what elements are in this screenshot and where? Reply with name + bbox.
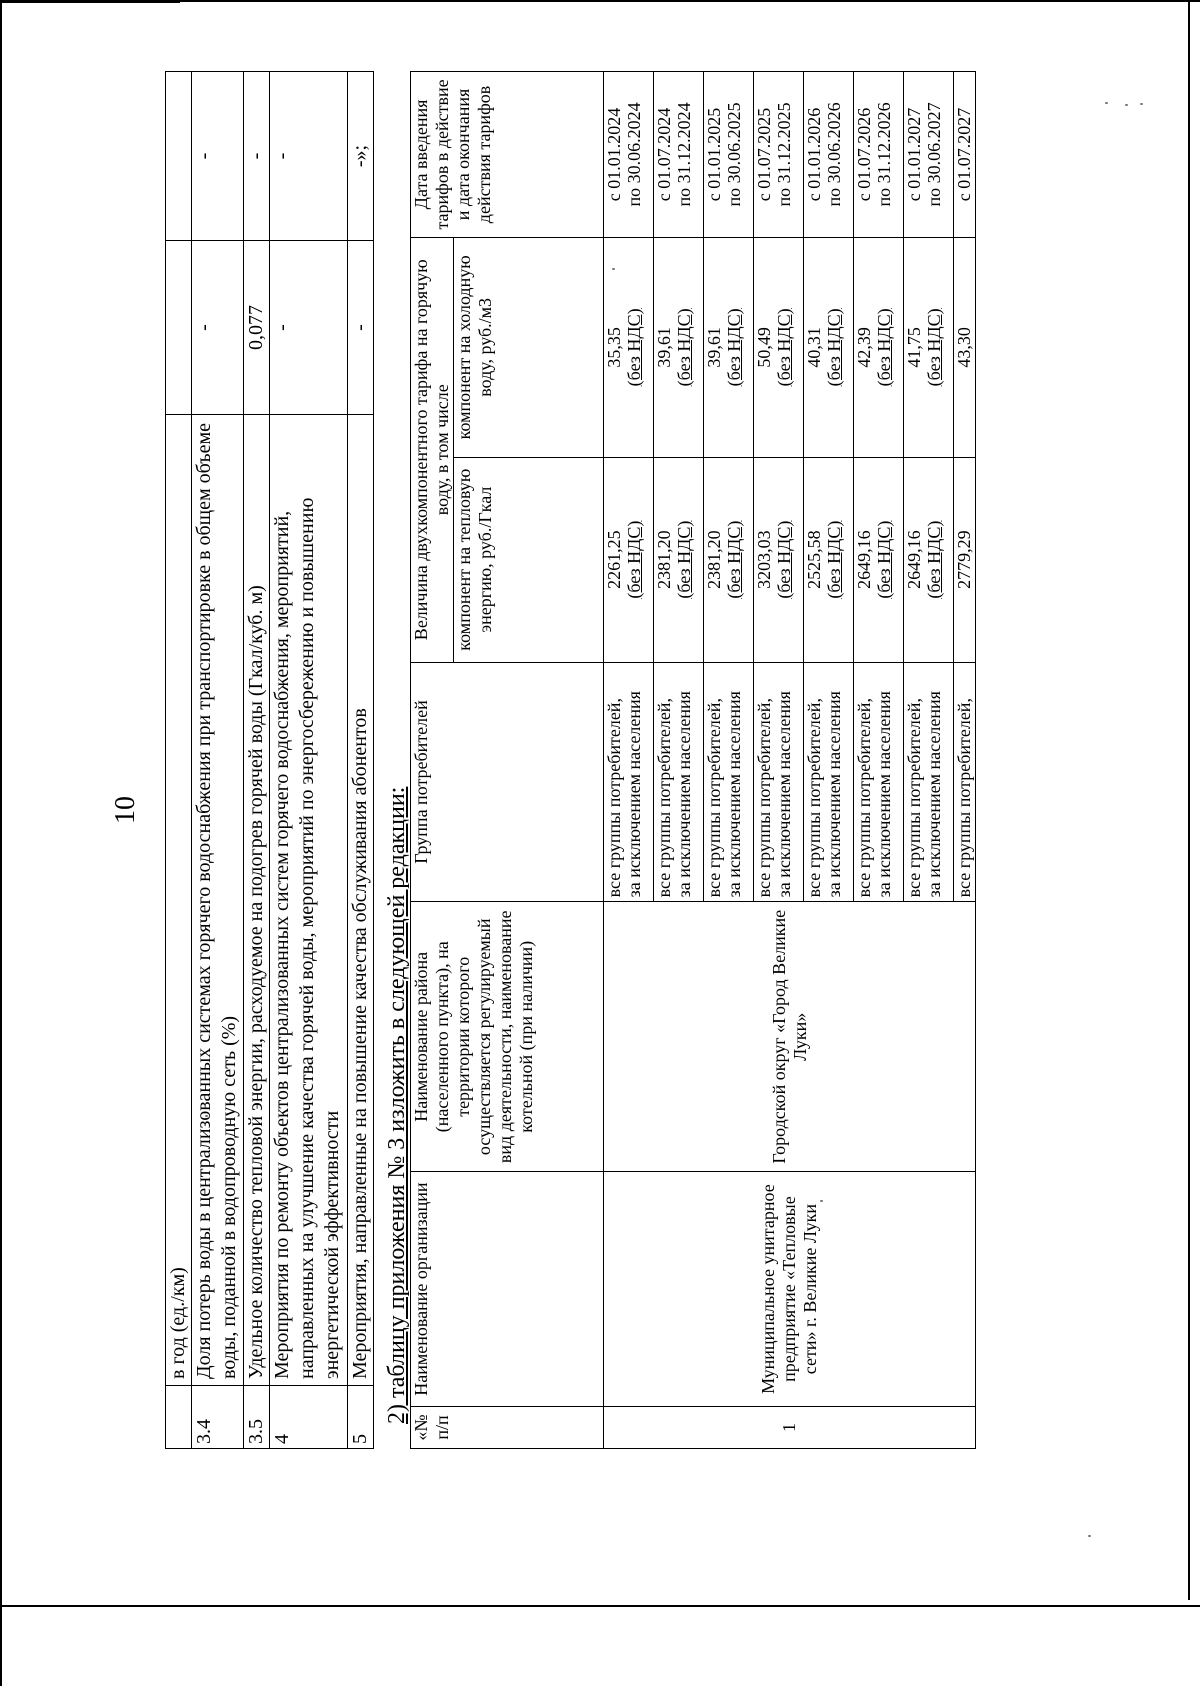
- heat-tariff: [654, 457, 704, 662]
- cold-tariff: [804, 237, 854, 457]
- cold-tariff: [604, 237, 654, 457]
- cold-tariff: [704, 237, 754, 457]
- cold-tariff-line: 39,61: [654, 327, 674, 368]
- consumer-group-line: все группы потребителей,: [804, 698, 824, 898]
- indicators-table: [165, 71, 374, 1449]
- date-from: [954, 72, 976, 238]
- consumer-group-line: все группы потребителей,: [954, 698, 974, 898]
- cold-tariff-note-line: (без НДС): [824, 308, 844, 387]
- date-from-line: с 01.01.2025: [704, 107, 724, 202]
- indicator-row: [348, 72, 374, 1449]
- caption-text: 2) таблицу приложения № 3 изложить в следующей редакции:: [384, 786, 410, 1424]
- cold-tariff: [854, 237, 904, 457]
- indicator-value: -: [192, 241, 244, 415]
- indicator-num: 3.4: [192, 1386, 244, 1449]
- heat-tariff-note-line: (без НДС): [624, 520, 644, 599]
- cold-tariff-note-line: (без НДС): [674, 308, 694, 387]
- heat-tariff-note-line: (без НДС): [924, 520, 944, 599]
- consumer-group-note-line: за исключением населения: [624, 691, 644, 898]
- heat-tariff-line: 2381,20: [654, 530, 674, 589]
- consumer-group-note-line: за исключением населения: [724, 691, 744, 898]
- cold-tariff-line: 39,61: [704, 327, 724, 368]
- date-from-line: с 01.07.2024: [654, 107, 674, 202]
- cold-tariff-line: 35,35: [604, 327, 624, 368]
- consumer-group-line: все группы потребителей,: [604, 698, 624, 898]
- date-to-line: по 31.12.2024: [674, 102, 694, 207]
- date-to-line: по 30.06.2026: [824, 102, 844, 207]
- heat-tariff-line: 2779,29: [954, 530, 974, 589]
- indicator-name: Доля потерь воды в централизованных системах горячего водоснабжения при транспортировке в общем объеме воды, поданной в водопроводную сеть (%): [192, 415, 244, 1386]
- indicator-name: в год (ед./км): [166, 415, 192, 1386]
- date-from-line: с 01.01.2026: [804, 107, 824, 202]
- heat-tariff: [954, 457, 976, 662]
- indicator-name: Мероприятия по ремонту объектов централизованных систем горячего водоснабжения, мероприятий, направленных на улучшение качества горячей воды, мероприятий по энергосбережению и повышению энергетической эффективности: [270, 415, 348, 1386]
- consumer-group-line: все группы потребителей,: [704, 698, 724, 898]
- tariffs-table-body: [604, 72, 976, 1449]
- table-caption: [384, 787, 411, 1424]
- header-consumer-group: Группа потребителей: [411, 662, 604, 902]
- cold-tariff: [954, 237, 976, 457]
- date-to-line: по 31.12.2026: [874, 102, 894, 207]
- consumer-group: [654, 662, 704, 902]
- district-name: Городской округ «Город Великие Луки»: [604, 902, 976, 1172]
- consumer-group-note-line: за исключением населения: [924, 691, 944, 898]
- heat-tariff: [854, 457, 904, 662]
- indicator-extra: -»;: [348, 72, 374, 241]
- cold-tariff: [754, 237, 804, 457]
- heat-tariff-line: 2525,58: [804, 530, 824, 589]
- indicator-extra: -: [244, 72, 270, 241]
- header-organization: Наименование организации: [411, 1172, 604, 1407]
- consumer-group: [754, 662, 804, 902]
- date-from: [754, 72, 804, 238]
- header-district: Наименование района (населенного пункта), на территории которого осуществляется регулируемый вид деятельности, наименование котельной (при наличии): [411, 902, 604, 1172]
- indicator-value: -: [270, 241, 348, 415]
- cold-tariff-line: 50,49: [754, 327, 774, 368]
- heat-tariff-note-line: (без НДС): [824, 520, 844, 599]
- consumer-group-line: все группы потребителей,: [904, 698, 924, 898]
- indicators-table-body: [166, 72, 374, 1449]
- page-number: 10: [110, 796, 141, 824]
- heat-tariff-line: 2649,16: [854, 530, 874, 589]
- header-cold-component: компонент на холодную воду, руб./м3: [454, 237, 604, 457]
- date-from: [804, 72, 854, 238]
- heat-tariff-note-line: (без НДС): [674, 520, 694, 599]
- indicator-extra: [166, 72, 192, 241]
- consumer-group-note-line: за исключением населения: [674, 691, 694, 898]
- indicator-value: 0,077: [244, 241, 270, 415]
- consumer-group: [954, 662, 976, 902]
- date-to-line: по 30.06.2024: [624, 102, 644, 207]
- indicator-num: 5: [348, 1386, 374, 1449]
- indicator-row: [270, 72, 348, 1449]
- cold-tariff: [904, 237, 954, 457]
- date-from-line: с 01.07.2027: [954, 107, 974, 202]
- date-to-line: по 30.06.2027: [924, 102, 944, 207]
- consumer-group: [604, 662, 654, 902]
- row-number: 1: [604, 1407, 976, 1449]
- date-from-line: с 01.07.2025: [754, 107, 774, 202]
- consumer-group-note-line: за исключением населения: [824, 691, 844, 898]
- consumer-group-line: все группы потребителей,: [654, 698, 674, 898]
- organization-name: Муниципальное унитарное предприятие «Тепловые сети» г. Великие Луки: [604, 1172, 976, 1407]
- consumer-group: [704, 662, 754, 902]
- indicator-num: 3.5: [244, 1386, 270, 1449]
- heat-tariff-note-line: (без НДС): [724, 520, 744, 599]
- consumer-group-line: все группы потребителей,: [754, 698, 774, 898]
- date-from: [604, 72, 654, 238]
- indicator-name: Мероприятия, направленные на повышение качества обслуживания абонентов: [348, 415, 374, 1386]
- heat-tariff-line: 2261,25: [604, 530, 624, 589]
- heat-tariff: [604, 457, 654, 662]
- date-from: [854, 72, 904, 238]
- indicator-name: Удельное количество тепловой энергии, расходуемое на подогрев горячей воды (Гкал/куб. м): [244, 415, 270, 1386]
- cold-tariff-line: 40,31: [804, 327, 824, 368]
- heat-tariff-line: 3203,03: [754, 530, 774, 589]
- indicator-extra: -: [270, 72, 348, 241]
- indicator-row: [166, 72, 192, 1449]
- heat-tariff: [754, 457, 804, 662]
- indicator-row: [192, 72, 244, 1449]
- header-num: «№ п/п: [411, 1407, 604, 1449]
- date-from: [654, 72, 704, 238]
- date-from-line: с 01.01.2027: [904, 107, 924, 202]
- date-to-line: по 30.06.2025: [724, 102, 744, 207]
- indicator-value: -: [348, 241, 374, 415]
- indicator-num: 4: [270, 1386, 348, 1449]
- consumer-group-line: все группы потребителей,: [854, 698, 874, 898]
- heat-tariff: [804, 457, 854, 662]
- tariffs-table: [410, 71, 976, 1449]
- cold-tariff-note-line: (без НДС): [874, 308, 894, 387]
- heat-tariff-line: 2649,16: [904, 530, 924, 589]
- heat-tariff: [704, 457, 754, 662]
- header-dates: Дата введения тарифов в действие и дата окончания действия тарифов: [411, 72, 604, 238]
- cold-tariff: [654, 237, 704, 457]
- consumer-group-note-line: за исключением населения: [874, 691, 894, 898]
- indicator-row: [244, 72, 270, 1449]
- date-from-line: с 01.01.2024: [604, 107, 624, 202]
- consumer-group: [904, 662, 954, 902]
- indicator-extra: -: [192, 72, 244, 241]
- cold-tariff-note-line: (без НДС): [924, 308, 944, 387]
- header-tariff-value: Величина двухкомпонентного тарифа на горячую воду, в том числе: [411, 237, 454, 662]
- indicator-num: [166, 1386, 192, 1449]
- heat-tariff-line: 2381,20: [704, 530, 724, 589]
- indicator-value: [166, 241, 192, 415]
- tariff-row: [604, 72, 654, 1449]
- date-from: [904, 72, 954, 238]
- date-from: [704, 72, 754, 238]
- cold-tariff-line: 43,30: [954, 327, 974, 368]
- heat-tariff-note-line: (без НДС): [774, 520, 794, 599]
- cold-tariff-line: 41,75: [904, 327, 924, 368]
- consumer-group-note-line: за исключением населения: [774, 691, 794, 898]
- consumer-group: [804, 662, 854, 902]
- heat-tariff-note-line: (без НДС): [874, 520, 894, 599]
- cold-tariff-note-line: (без НДС): [774, 308, 794, 387]
- date-from-line: с 01.07.2026: [854, 107, 874, 202]
- consumer-group: [854, 662, 904, 902]
- cold-tariff-note-line: (без НДС): [724, 308, 744, 387]
- cold-tariff-note-line: (без НДС): [624, 308, 644, 387]
- header-heat-component: компонент на тепловую энергию, руб./Гкал: [454, 457, 604, 662]
- heat-tariff: [904, 457, 954, 662]
- date-to-line: по 31.12.2025: [774, 102, 794, 207]
- cold-tariff-line: 42,39: [854, 327, 874, 368]
